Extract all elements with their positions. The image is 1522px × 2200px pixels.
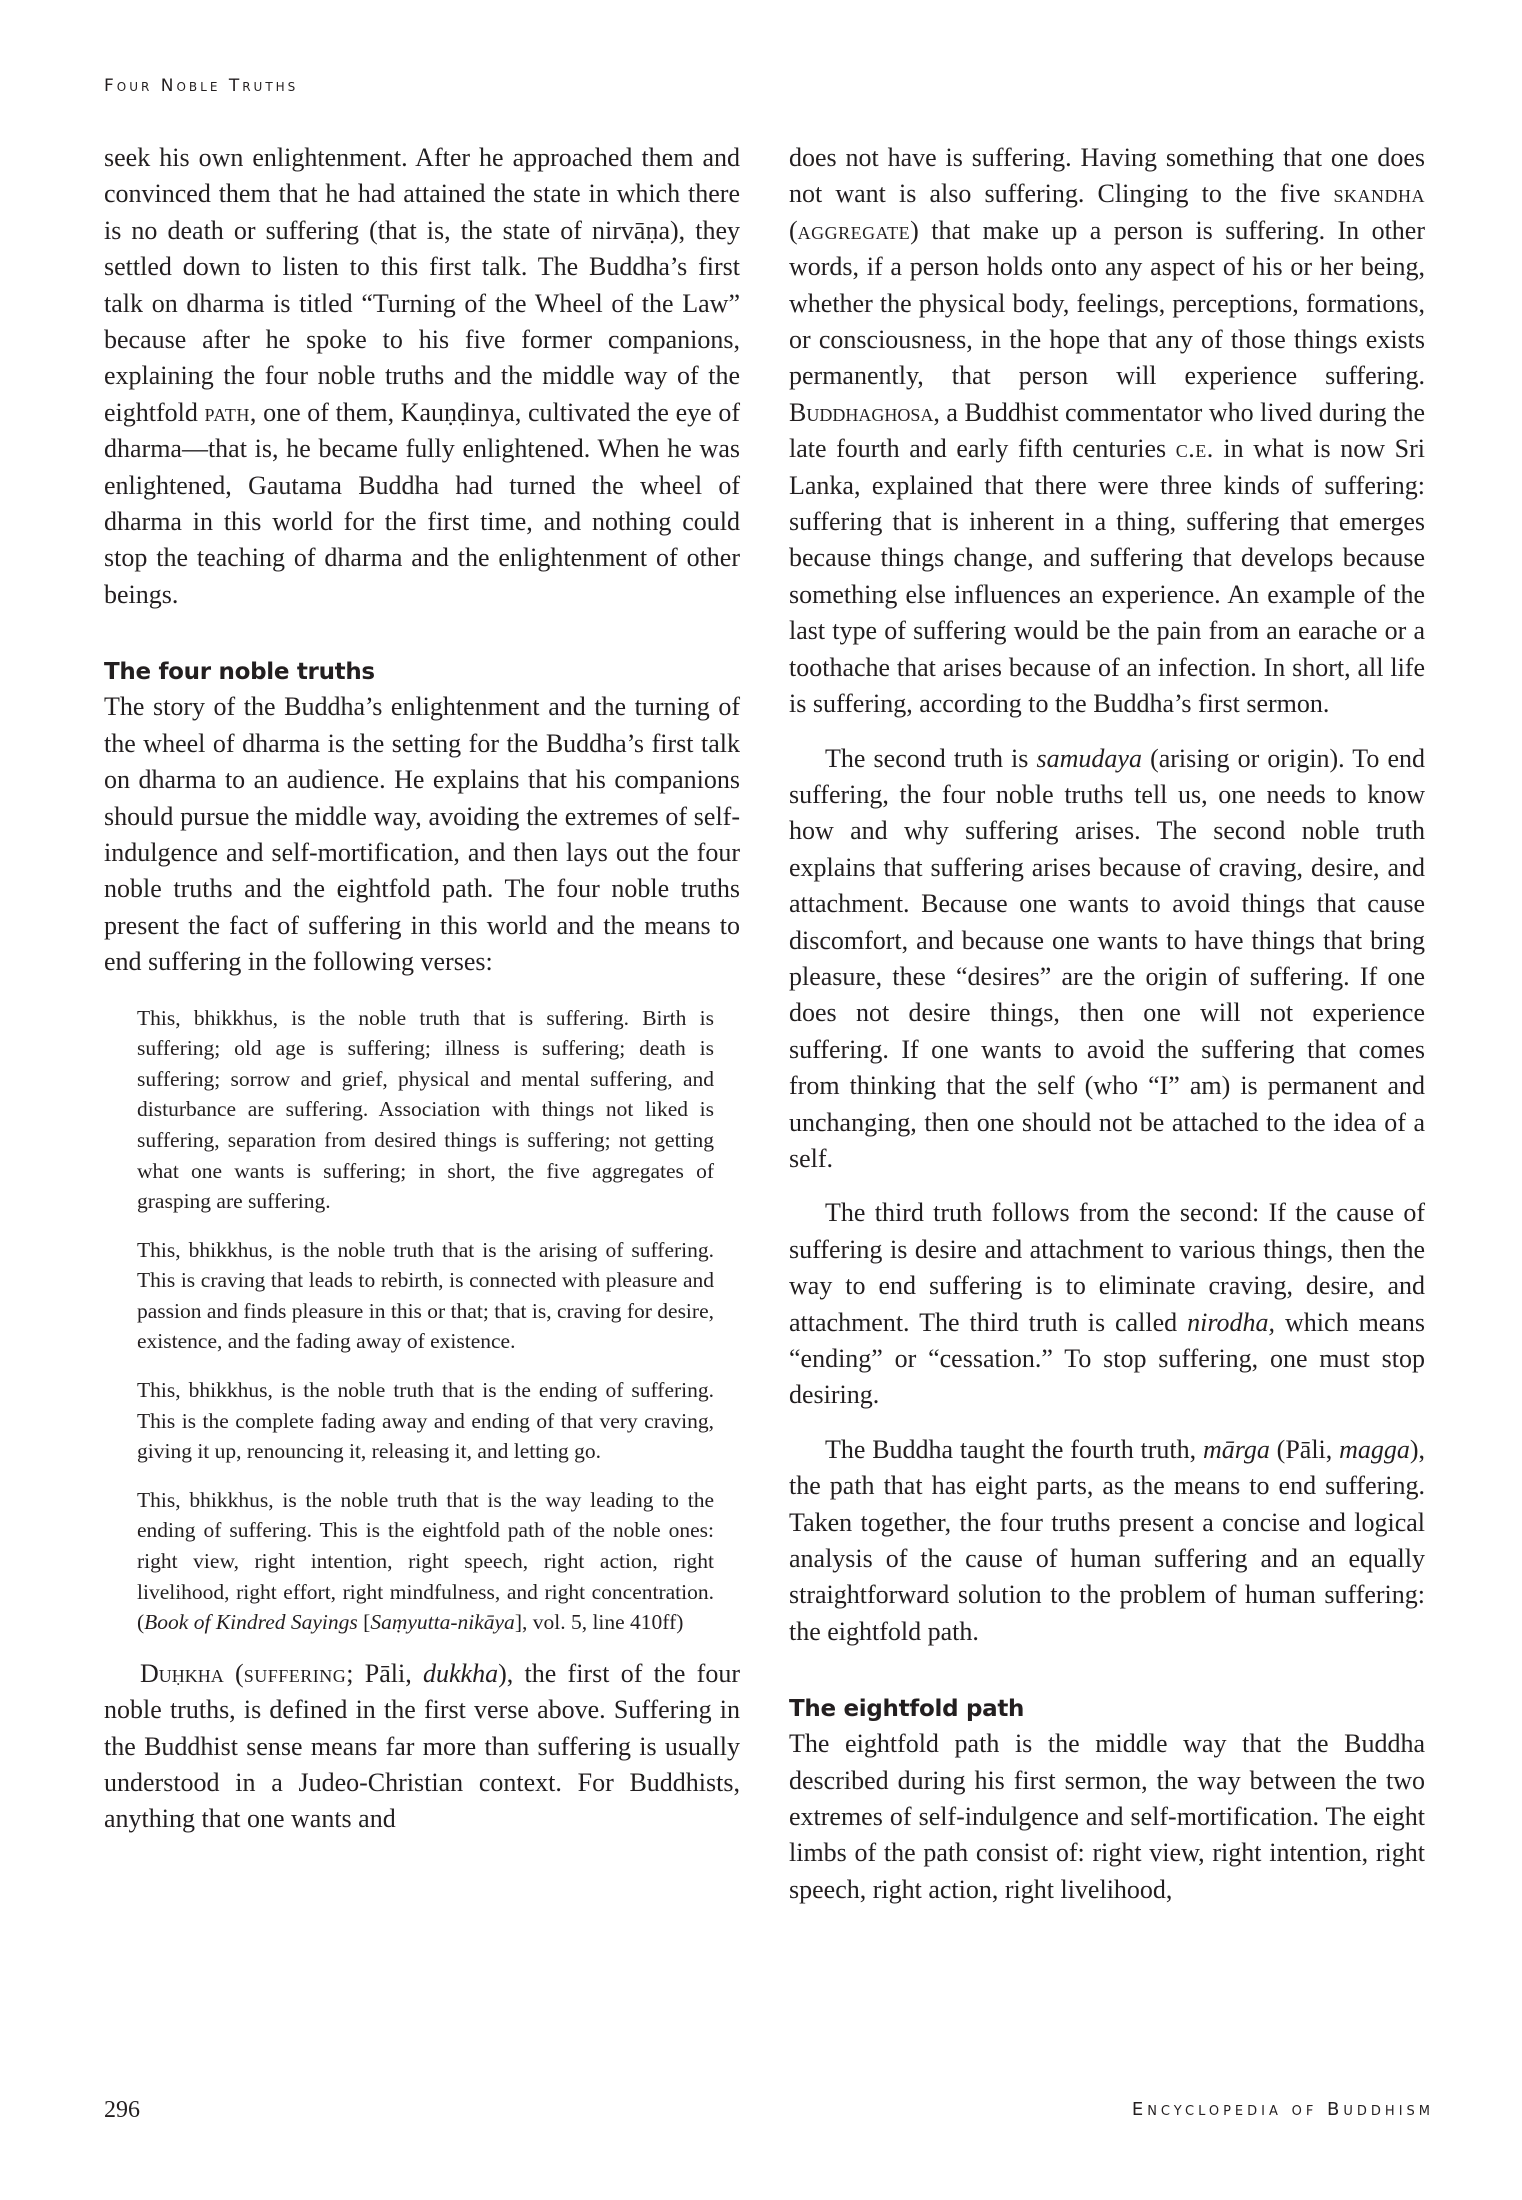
text-run: [ [357,1610,371,1635]
text-run: (Pāli, [1269,1434,1340,1464]
text-run: ) that make up a person is suffering. In other words, if a person holds onto any aspect of his or her being, whether the physical body, feelings, perceptions, formations, or consciousness, in the hope that any of those things exists permanently, that person will experience suffering. [789,215,1425,391]
verse-suffering: This, bhikkhus, is the noble truth that is suffering. Birth is suffering; old age is suffering; illness is suffering; death is suffering; sorrow and grief, physical and mental suffering, and disturbance are suffering. Association with things not liked is suffering, separation from desired things is suffering; not getting what one wants is suffering; in short, the five aggregates of grasping are suffering. [137,1005,714,1214]
era-abbreviation: c.e. [1175,434,1214,464]
paragraph-enlightenment [104,140,740,613]
paragraph-second-truth [789,741,1425,1178]
term-marga: mārga [1202,1434,1270,1464]
verse-way [137,1485,714,1638]
text-run: (arising or origin). To end suffering, the four noble truths tell us, one needs to know how and why suffering arises. The second noble truth explains that suffering arises because of craving, desire, and attachment. Because one wants to avoid things that cause discomfort, and because one wants to have things that bring pleasure, these “desires” are the origin of suffering. If one does not desire things, then one will not experience suffering. If one wants to avoid the suffering that comes from thinking that the self (who “I” am) is permanent and unchanging, then one should not be attached to the idea of a self. [789,743,1425,1173]
text-run: ), the first of the four noble truths, is defined in the first verse above. Suffering in the Buddhist sense means far more than suffering is usually understood in a Judeo-Christian context. For Buddhists, anything that one wants and [104,1658,740,1834]
text-run: in what is now Sri Lanka, explained that there were three kinds of suffering: suffering that is inherent in a thing, suffering that emerges because things change, and suffering that develops because something else influences an experience. An example of the last type of suffering would be the pain from an earache or a toothache that arises because of an infection. In short, all life is suffering, according to the Buddha’s first sermon. [789,434,1425,719]
right-column [789,140,1425,1908]
text-run: The third truth follows from the second: If the cause of suffering is desire and attachment to various things, then the way to end suffering is to eliminate craving, desire, and attachment. The third truth is called [789,1198,1425,1337]
cross-reference-buddhaghosa[interactable]: Buddhaghosa [789,397,934,427]
text-run: ], vol. 5, line 410ff) [514,1610,684,1635]
text-run: , one of them, Kauṇḍinya, cultivated the eye of dharma—that is, he became fully enlightened. When he was enlightened, Gautama Buddha had turned the wheel of dharma in this world for the first time, and nothing could stop the teaching of dharma and the enlightenment of other beings. [104,397,740,609]
citation-title: Book of Kindred Sayings [144,1610,358,1635]
paragraph-duhkha [104,1656,740,1838]
verse-extract [137,1003,714,1638]
pali-term: dukkha [422,1658,499,1688]
page-number: 296 [104,2097,140,2123]
text-run: This, bhikkhus, is the noble truth that is the way leading to the ending of suffering. This is the eightfold path of the noble ones: right view, right intention, right speech, right action, right livelihood, right effort, right mindfulness, and right concentration. ( [137,1487,714,1635]
cross-reference-aggregate[interactable]: aggregate [797,215,911,245]
paragraph-four-truths-intro: The story of the Buddha’s enlightenment and the turning of the wheel of dharma is the setting for the Buddha’s first talk on dharma to an audience. He explains that his companions should pursue the middle way, avoiding the extremes of self-indulgence and self-mortification, and then lays out the four noble truths and the eightfold path. The four noble truths present the fact of suffering in this world and the means to end suffering in the following verses: [104,692,740,977]
term-nirodha: nirodha, [1187,1307,1276,1337]
cross-reference-duhkha[interactable]: Duḥkha [140,1658,224,1688]
text-run: ; Pāli, [346,1658,423,1688]
term-samudaya: samudaya [1036,743,1142,773]
verse-ending: This, bhikkhus, is the noble truth that is the ending of suffering. This is the complete fading away and ending of that very craving, giving it up, renouncing it, releasing it, and letting go. [137,1378,714,1464]
paragraph-third-truth [789,1195,1425,1413]
text-run: , a Buddhist commentator who lived during the late fourth and early fifth centuries [789,397,1425,464]
section-heading-four-noble-truths: The four noble truths [104,659,375,686]
text-run: which means “ending” or “cessation.” To stop suffering, one must stop desiring. [789,1307,1425,1410]
section-heading-eightfold-path: The eightfold path [789,1696,1025,1723]
text-run: ( [789,215,798,245]
cross-reference-suffering[interactable]: suffering [243,1658,347,1688]
verse-arising: This, bhikkhus, is the noble truth that is the arising of suffering. This is craving that leads to rebirth, is connected with pleasure and passion and finds pleasure in this or that; that is, craving for desire, existence, and the fading away of existence. [137,1237,714,1354]
text-run: The Buddha taught the fourth truth, [825,1434,1203,1464]
book-title: Encyclopedia of Buddhism [1131,2099,1434,2120]
paragraph-fourth-truth [789,1432,1425,1650]
citation-source: Saṃyutta-nikāya [370,1610,515,1635]
text-run: does not have is suffering. Having something that one does not want is also suffering. Clinging to the five [789,143,1425,209]
cross-reference-path[interactable]: path [204,397,250,427]
term-magga: magga [1339,1434,1410,1464]
text-run: The second truth is [825,743,1037,773]
left-column [104,140,740,1838]
cross-reference-skandha[interactable]: skandha [1333,179,1425,209]
paragraph-suffering-continued [789,140,1425,723]
paragraph-eightfold-path: The eightfold path is the middle way that the Buddha described during his first sermon, the way between the two extremes of self-indulgence and self-mortification. The eight limbs of the path consist of: right view, right intention, right speech, right action, right livelihood, [789,1729,1425,1904]
text-run: ( [223,1658,244,1688]
running-head: Four Noble Truths [104,76,299,96]
text-run: seek his own enlightenment. After he approached them and convinced them that he had attained the state in which there is no death or suffering (that is, the state of nirvāṇa), they settled down to listen to this first talk. The Buddha’s first talk on dharma is titled “Turning of the Wheel of the Law” because after he spoke to his five former companions, explaining the four noble truths and the middle way of the eightfold [104,143,740,427]
text-run: ), the path that has eight parts, as the means to end suffering. Taken together, the four truths present a concise and logical analysis of the cause of human suffering and an equally straightforward solution to the problem of human suffering: the eightfold path. [789,1434,1426,1646]
